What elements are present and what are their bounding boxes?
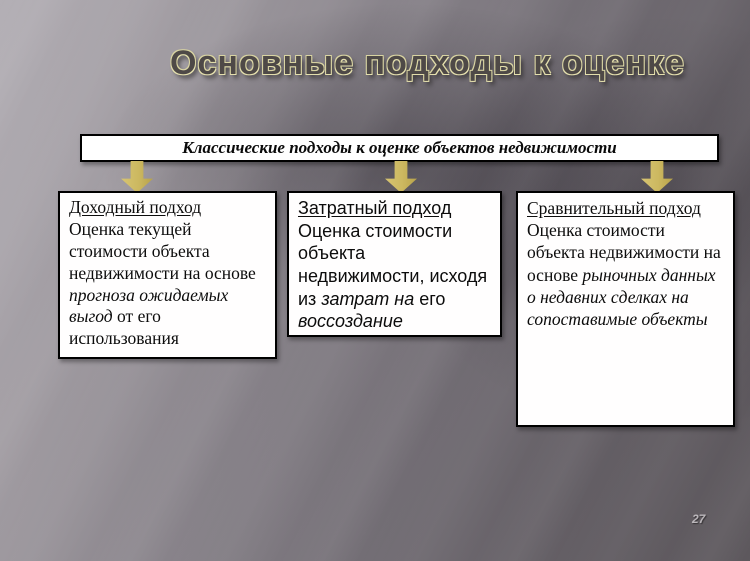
classification-header-box [80, 134, 719, 162]
classification-header-text: Классические подходы к оценке объектов недвижимости [182, 138, 617, 157]
income-approach-heading: Доходный подход [69, 197, 202, 217]
cost-approach-box [287, 191, 502, 337]
income-approach-body: Оценка текущей стоимости объекта недвижимости на основе прогноза ожидаемых выгод от его использования [69, 218, 256, 349]
comparative-approach-box [516, 191, 735, 427]
down-arrow-icon [385, 161, 417, 193]
down-arrow-icon [121, 161, 153, 193]
page-number: 27 [692, 512, 706, 526]
slide-title: Основные подходы к оценке [170, 44, 685, 82]
income-approach-box [58, 191, 277, 359]
down-arrow-icon [641, 161, 673, 193]
cost-approach-body: Оценка стоимости объекта недвижимости, исходя из затрат на его воссоздание [298, 220, 488, 332]
comparative-approach-body: Оценка стоимости объекта недвижимости на основе рыночных данных о недавних сделках на сопоставимые объекты [527, 220, 721, 330]
cost-approach-heading: Затратный подход [298, 198, 452, 218]
comparative-approach-heading: Сравнительный подход [527, 198, 701, 218]
